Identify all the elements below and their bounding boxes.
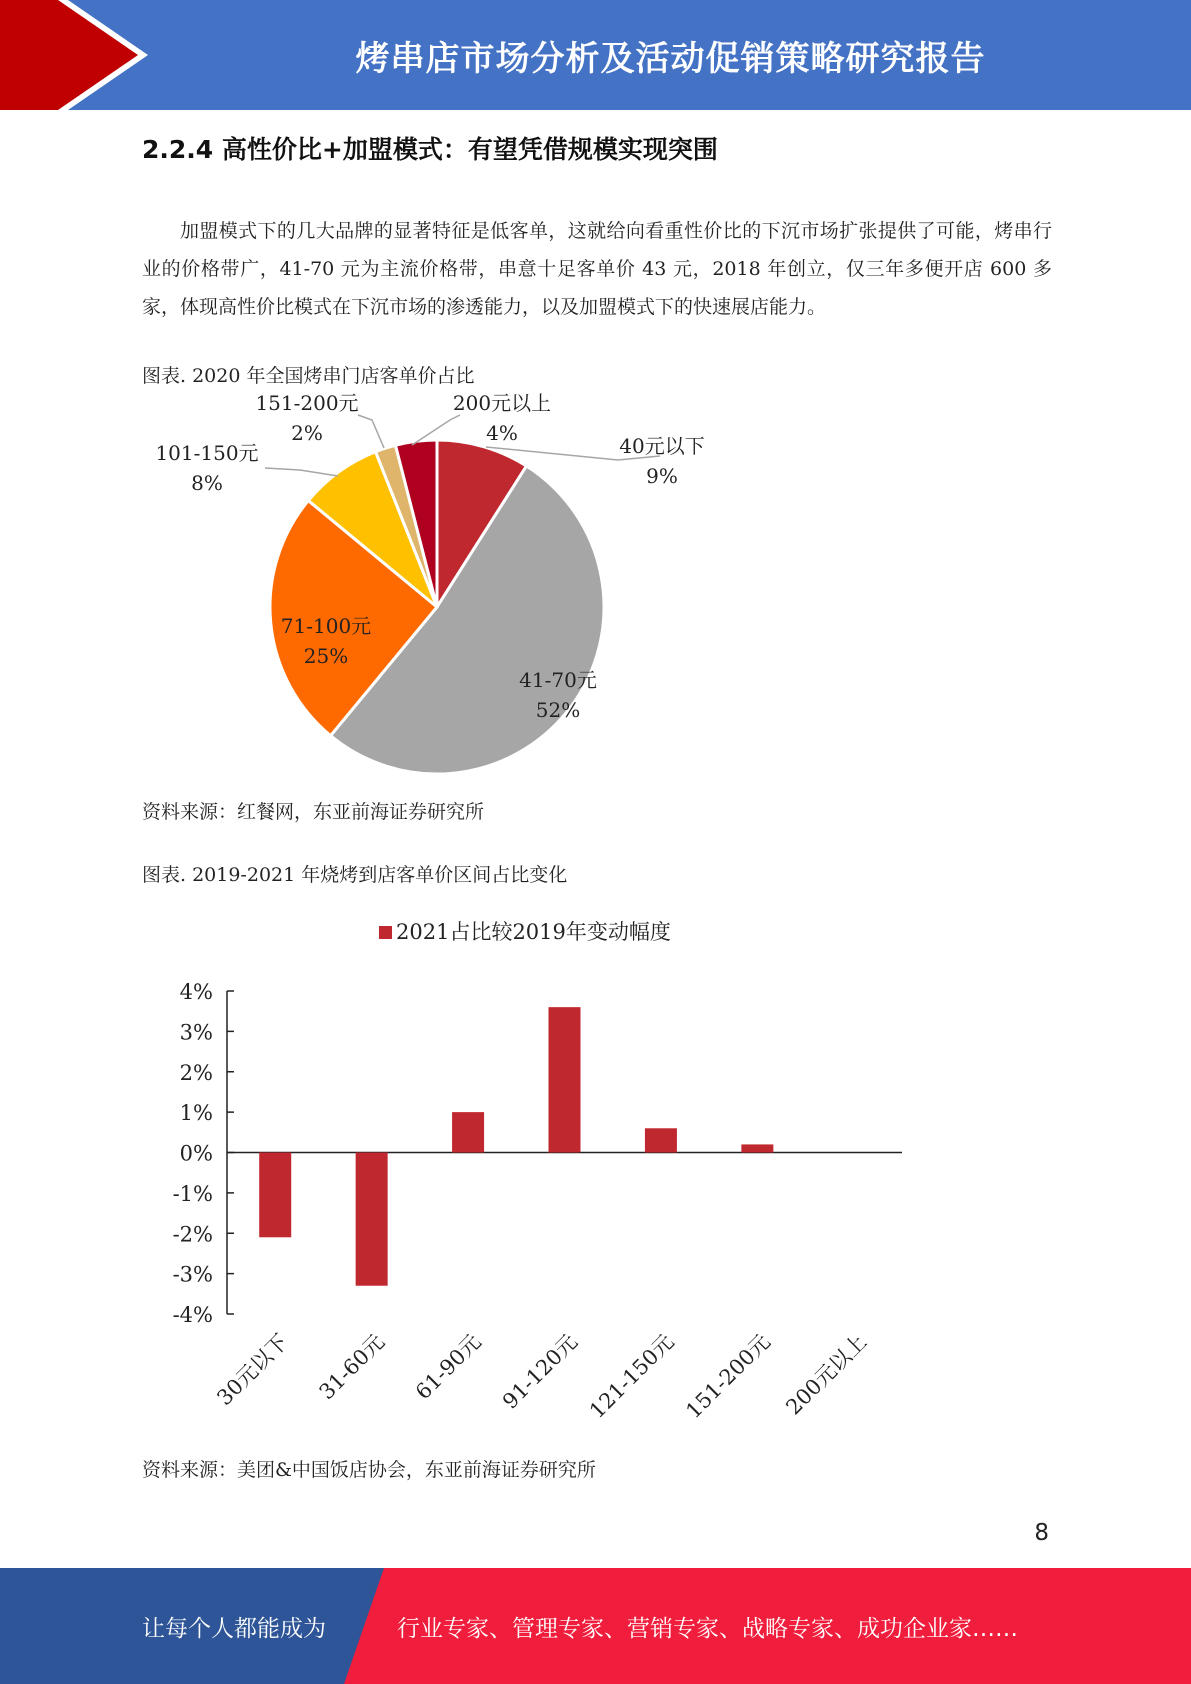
pie-chart (140, 390, 740, 790)
pie-slice-percent: 8% (191, 471, 223, 495)
pie-leader-line (358, 415, 384, 448)
bar (549, 1007, 581, 1152)
body-paragraph: 加盟模式下的几大品牌的显著特征是低客单，这就给向看重性价比的下沉市场扩张提供了可能，烤串行业的价格带广，41-70 元为主流价格带，串意十足客单价 43 元，2018 年创立，仅三年多便开店 600 多家，体现高性价比模式在下沉市场的渗透能力，以及加盟模式下的快速展店能力。 (142, 220, 1052, 318)
pie-slice-percent: 25% (303, 644, 349, 668)
y-tick-label: -4% (172, 1303, 213, 1327)
page-number: 8 (1034, 1520, 1049, 1546)
page-header (0, 0, 1191, 110)
page-footer (0, 1568, 1191, 1684)
figure2-caption: 图表. 2019-2021 年烧烤到店客单价区间占比变化 (142, 864, 568, 886)
bar (452, 1112, 484, 1152)
x-tick-label: 200元以上 (781, 1329, 872, 1420)
pie-slice-label: 40元以下 (619, 434, 705, 458)
pie-slice-label: 101-150元 (155, 441, 259, 465)
pie-slice-label: 200元以上 (452, 391, 552, 415)
footer-slogan-left: 让每个人都能成为 (142, 1615, 326, 1642)
figure2-source: 资料来源：美团&中国饭店协会，东亚前海证券研究所 (142, 1459, 596, 1481)
bar (259, 1153, 291, 1238)
x-tick-label: 121-150元 (584, 1329, 679, 1424)
pie-slice-label: 151-200元 (255, 391, 359, 415)
pie-slice-label: 41-70元 (519, 668, 597, 692)
y-tick-label: 4% (179, 980, 213, 1004)
y-tick-label: 1% (179, 1101, 213, 1126)
x-tick-label: 31-60元 (314, 1329, 390, 1405)
x-tick-label: 61-90元 (410, 1329, 486, 1405)
figure1-source: 资料来源：红餐网，东亚前海证券研究所 (142, 801, 485, 823)
bar (741, 1144, 773, 1152)
y-tick-label: 2% (179, 1060, 213, 1085)
section-heading: 2.2.4 高性价比+加盟模式：有望凭借规模实现突围 (142, 135, 718, 164)
figure1-caption: 图表. 2020 年全国烤串门店客单价占比 (142, 365, 475, 387)
legend-swatch (379, 926, 392, 939)
y-tick-label: 3% (179, 1020, 213, 1045)
y-tick-label: -2% (172, 1222, 213, 1247)
pie-slice-percent: 52% (535, 698, 581, 722)
x-tick-label: 151-200元 (681, 1329, 775, 1424)
y-tick-label: -3% (172, 1262, 213, 1287)
pie-slice-percent: 4% (486, 421, 518, 445)
y-tick-label: 0% (179, 1141, 213, 1166)
pie-leader-line (265, 468, 338, 476)
y-tick-label: -1% (172, 1181, 213, 1206)
x-tick-label: 30元以下 (212, 1329, 293, 1410)
header-arrow-icon (0, 0, 160, 110)
pie-slice-percent: 2% (291, 421, 323, 445)
pie-slice-percent: 9% (646, 464, 678, 488)
bar-chart (140, 905, 940, 1445)
x-tick-label: 91-120元 (497, 1329, 583, 1414)
bar (356, 1153, 388, 1286)
pie-slice-label: 71-100元 (280, 614, 372, 638)
footer-slogan-right: 行业专家、管理专家、营销专家、战略专家、成功企业家…… (397, 1615, 1018, 1642)
legend-label: 2021占比较2019年变动幅度 (396, 920, 671, 944)
bar (645, 1128, 677, 1152)
report-title: 烤串店市场分析及活动促销策略研究报告 (355, 38, 986, 79)
